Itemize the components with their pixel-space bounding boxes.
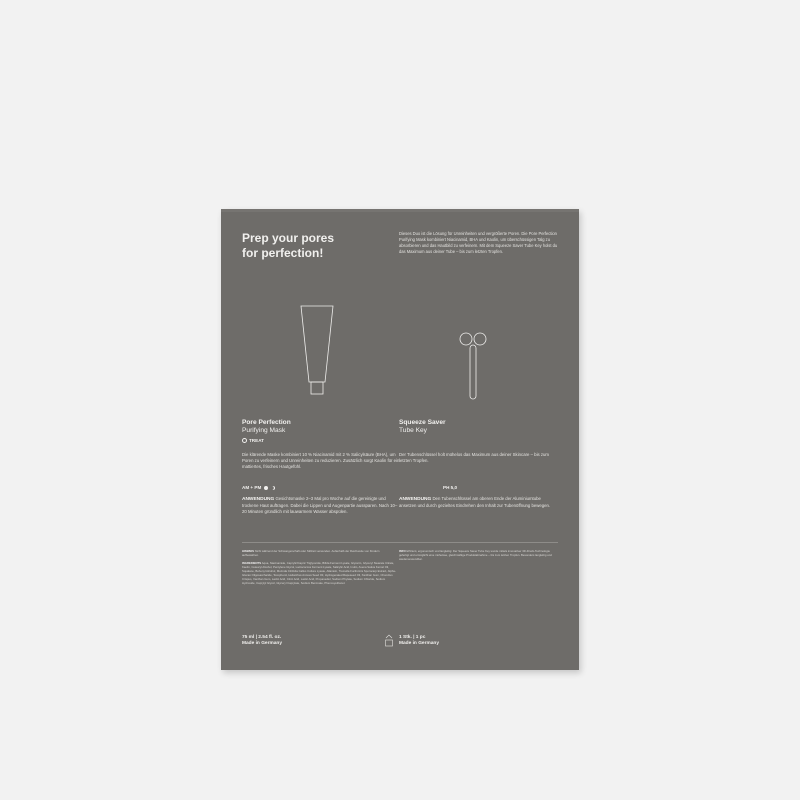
mask-origin: Made in Germany: [242, 641, 282, 647]
key-title: Squeeze Saver: [399, 419, 446, 426]
ingredients-body: Aqua, Niacinamide, Caprylic/Capric Triglyceride, Bifida Ferment Lysate, Glycerin, Glyceryl Stearate Citrate, Kaolin, Cetearyl Alcohol, Pentylene Glycol, Lactococcus Ferment Lysate, Salicylic Acid, Inulin, Avena Sativa Kernel Oil, Squalane, Behenyl Alcohol, Morinda Citrifolia Callus Culture Lysate, Allantoin, Tremella Fuciformis Sporocarp Extract, Alpha-Glucan Oligosaccharide, Tocopherol, Helianthus Annuus Seed Oil, Hydrogenated Rapeseed Oil, Xanthan Gum, Chondrus Crispus, Xanthan Gum, Lactic Acid, Citric Acid, Lactic Acid, Propanediol, Sodium Phytate, Sodium Chloride, Sodium Hydroxide, Caprylyl Glycol, Glyceryl Caprylate, Sodium Benzoate, Phenoxyethanol.: [242, 561, 396, 585]
product-box-back: [221, 209, 579, 670]
treat-tag: [242, 438, 264, 443]
mask-subtitle: Purifying Mask: [242, 427, 286, 434]
usage-time: [242, 485, 275, 490]
mask-usage-text: Gesichtsmaske 2–3 Mal pro Woche auf die gereinigte und trockene Haut auftragen. Dabei die Lippen und Augenpartie aussparen. Nach 10–20 Minuten gründlich mit lauwarmem Wasser abspülen.: [242, 496, 398, 515]
usage-time-label: AM + PM: [242, 485, 262, 490]
mask-size: 75 ml | 2.54 fl. oz.: [242, 635, 282, 640]
ingredients-text: [242, 561, 397, 585]
mask-description: Die klärende Maske kombiniert 10 % Niacinamid mit 2 % Salicylsäure (BHA), um Poren zu verfeinern und Unreinheiten zu reduzieren. Zusätzlich sorgt Kaolin für ein mattiertes, frisches Hautgefühl.: [242, 452, 400, 470]
sun-icon: [264, 486, 268, 490]
key-subtitle: Tube Key: [399, 427, 427, 434]
info-body: Effizient, ergonomisch und langlebig: Der Squeeze Saver Tube Key wurde mittels innovativer 3D-Druck-Technologie gefertigt und ermöglicht eine mühelose, gleichmäßige Produktabnahme – bis zum letzten Tropfen. Besonders langlebig und wiederverwendbar.: [399, 549, 552, 561]
moon-icon: [271, 486, 275, 490]
headline-line-2: for perfection!: [242, 246, 324, 260]
hinweis-text: [242, 549, 397, 557]
info-label: INFO: [399, 549, 406, 553]
intro-text: Dieses Duo ist die Lösung für Unreinheiten und vergrößerte Poren. Die Pore Perfection Purifying Mask kombiniert Niacinamid, BHA und Kaolin, um überschüssigen Talg zu absorbieren und das Hautbild zu verfeinern. Mit dem Squeeze Saver Tube Key holst du das Maximum aus deiner Tube – bis zum letzten Tropfen.: [399, 231, 558, 255]
tube-icon: [297, 304, 337, 396]
mask-usage-label: ANWENDUNG: [242, 497, 275, 502]
key-usage-text: Den Tubenschlüssel am oberen Ende der Aluminiumtube ansetzen und durch gezieltes Eindrehen den Inhalt zur Tubenöffnung bewegen.: [399, 496, 551, 509]
hinweis-body: Nicht während der Schwangerschaft oder Stillzeit verwenden. Außerhalb der Reichweite von Kindern aufbewahren.: [242, 549, 380, 557]
key-usage: [399, 496, 557, 509]
headline-line-1: Prep your pores: [242, 231, 335, 245]
key-usage-label: ANWENDUNG: [399, 497, 432, 502]
tube-key-icon: [453, 331, 493, 401]
recycle-icon: [384, 634, 394, 648]
headline: [242, 231, 382, 261]
hinweis-label: HINWEIS: [242, 549, 254, 553]
key-origin: Made in Germany: [399, 641, 439, 647]
info-text: [399, 549, 557, 561]
ph-value: PH 5,0: [443, 485, 458, 490]
key-count: 1 Stk. | 1 pc: [399, 635, 426, 640]
key-description: Der Tubenschlüssel holt mühelos das Maximum aus deiner Skincare – bis zum letzten Tropfen.: [399, 452, 549, 464]
ingredients-label: INGREDIENTS: [242, 561, 262, 565]
key-footer: [399, 635, 439, 648]
mask-footer: [242, 635, 282, 648]
mask-title: Pore Perfection: [242, 419, 291, 426]
divider: [242, 542, 558, 543]
mask-usage: [242, 496, 400, 515]
treat-icon: [242, 438, 247, 443]
treat-label: TREAT: [249, 438, 264, 443]
